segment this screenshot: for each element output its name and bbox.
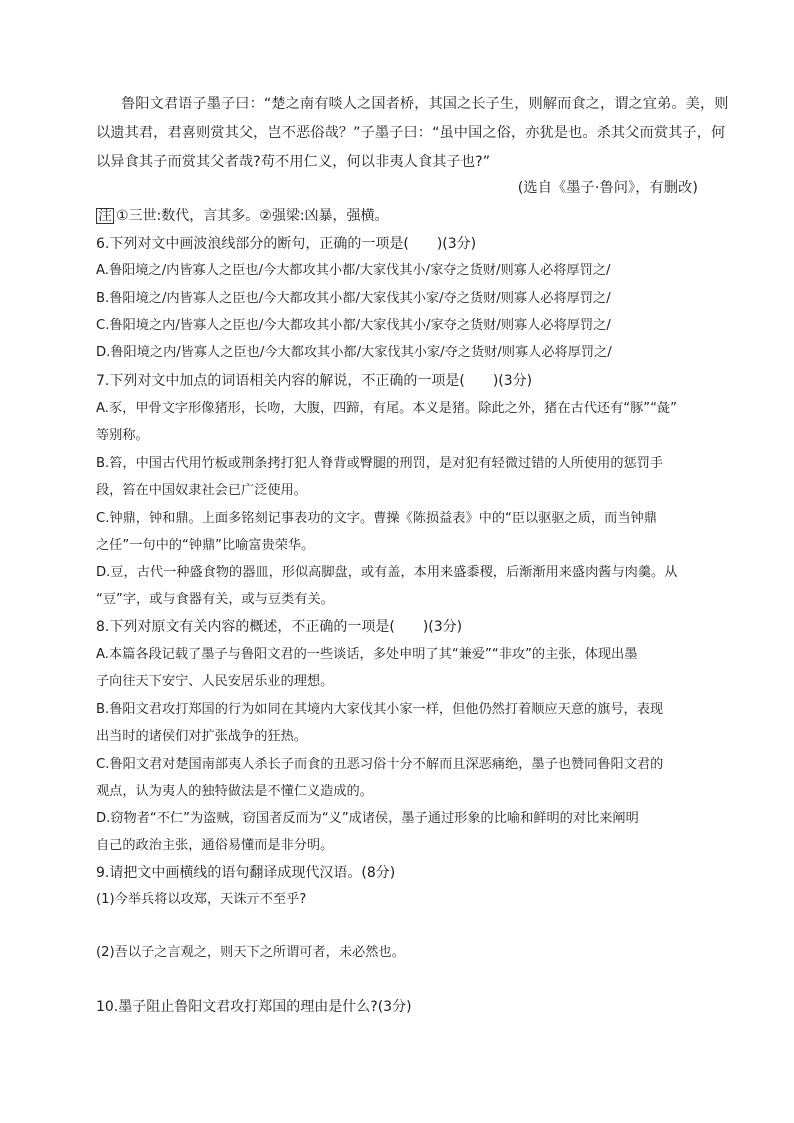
question-8-option-c-line-1: C.鲁阳文君对楚国南部夷人杀长子而食的丑恶习俗十分不解而且深恶痛绝，墨子也赞同鲁阳文君的 bbox=[96, 757, 664, 772]
question-8-option-c-line-2: 观点，认为夷人的独特做法是不懂仁义造成的。 bbox=[96, 784, 373, 799]
question-7-option-d-line-2: “豆”字，或与食器有关，或与豆类有关。 bbox=[96, 592, 334, 607]
question-7-option-b-line-2: 段，笞在中国奴隶社会已广泛使用。 bbox=[96, 483, 307, 498]
question-8-option-b-line-2: 出当时的诸侯们对扩张战争的狂热。 bbox=[96, 729, 307, 744]
question-7-option-b-line-1: B.笞，中国古代用竹板或荆条拷打犯人脊背或臀腿的刑罚，是对犯有轻微过错的人所使用的惩罚手 bbox=[96, 456, 664, 471]
question-9-stem: 9.请把文中画横线的语句翻译成现代汉语。(8分) bbox=[96, 865, 396, 881]
question-6-option-b: B.鲁阳境之/内皆寡人之臣也/今大都攻其小都/大家伐其小家/夺之货财/则寡人必将厚罚之/ bbox=[96, 291, 611, 306]
question-7-stem: 7.下列对文中加点的词语相关内容的解说，不正确的一项是( )(3分) bbox=[96, 373, 533, 389]
question-8-option-a-line-1: A.本篇各段记载了墨子与鲁阳文君的一些谈话，多处申明了其“兼爱”“非攻”的主张，体现出墨 bbox=[96, 647, 638, 662]
note-text: ①三世:数代，言其多。②强梁:凶暴，强横。 bbox=[116, 208, 389, 224]
question-8-stem: 8.下列对原文有关内容的概述，不正确的一项是( )(3分) bbox=[96, 619, 463, 635]
question-7-option-c-line-2: 之任”一句中的“钟鼎”比喻富贵荣华。 bbox=[96, 538, 315, 553]
question-8-option-a-line-2: 子向往天下安宁、人民安居乐业的理想。 bbox=[96, 674, 334, 689]
question-6-stem: 6.下列对文中画波浪线部分的断句，正确的一项是( )(3分) bbox=[96, 236, 477, 252]
question-6-option-a: A.鲁阳境之/内皆寡人之臣也/今大都攻其小都/大家伐其小/家夺之货财/则寡人必将厚罚之/ bbox=[96, 263, 611, 278]
question-8-option-b-line-1: B.鲁阳文君攻打郑国的行为如同在其境内大家伐其小家一样，但他仍然打着顺应天意的旗号，表现 bbox=[96, 702, 664, 717]
question-8-option-d-line-1: D.窃物者“不仁”为盗贼，窃国者反而为“义”成诸侯，墨子通过形象的比喻和鲜明的对比来阐明 bbox=[96, 811, 639, 826]
question-7-option-a-line-1: A.豕，甲骨文字形像猪形，长吻，大腹，四蹄，有尾。本义是猪。除此之外，猪在古代还有“豚”“彘” bbox=[96, 401, 677, 416]
question-10-stem: 10.墨子阻止鲁阳文君攻打郑国的理由是什么?(3分) bbox=[96, 999, 412, 1015]
question-8-option-d-line-2: 自己的政治主张，通俗易懂而是非分明。 bbox=[96, 838, 334, 853]
question-9-sentence-1: (1)今举兵将以攻郑，天诛亓不至乎? bbox=[96, 892, 307, 907]
note-mark: 注 bbox=[98, 208, 112, 224]
passage-line-1: 鲁阳文君语子墨子曰：“楚之南有啖人之国者桥，其国之长子生，则解而食之，谓之宜弟。美，则 bbox=[121, 96, 729, 112]
passage-line-2: 以遗其君，君喜则赏其父，岂不恶俗哉？”子墨子曰：“虽中国之俗，亦犹是也。杀其父而赏其子，何 bbox=[96, 125, 726, 141]
question-6-option-d: D.鲁阳境之内/皆寡人之臣也/今大都攻其小都/大家伐其小家/夺之货财/则寡人必将厚罚之/ bbox=[96, 345, 612, 360]
passage-source: (选自《墨子·鲁问》，有删改) bbox=[517, 180, 698, 196]
question-7-option-d-line-1: D.豆，古代一种盛食物的器皿，形似高脚盘，或有盖，本用来盛黍稷，后渐渐用来盛肉酱与肉羹。从 bbox=[96, 565, 678, 580]
question-9-sentence-2: (2)吾以子之言观之，则天下之所谓可者，未必然也。 bbox=[96, 945, 405, 960]
question-7-option-a-line-2: 等别称。 bbox=[96, 428, 149, 443]
annotation-note bbox=[96, 207, 389, 225]
question-6-option-c: C.鲁阳境之内/皆寡人之臣也/今大都攻其小都/大家伐其小/家夺之货财/则寡人必将厚罚之/ bbox=[96, 318, 611, 333]
question-7-option-c-line-1: C.钟鼎，钟和鼎。上面多铭刻记事表功的文字。曹操《陈损益表》中的“臣以驱驱之质，而当钟鼎 bbox=[96, 511, 657, 526]
passage-line-3: 以异食其子而赏其父者哉?苟不用仁义，何以非夷人食其子也?” bbox=[96, 154, 491, 170]
